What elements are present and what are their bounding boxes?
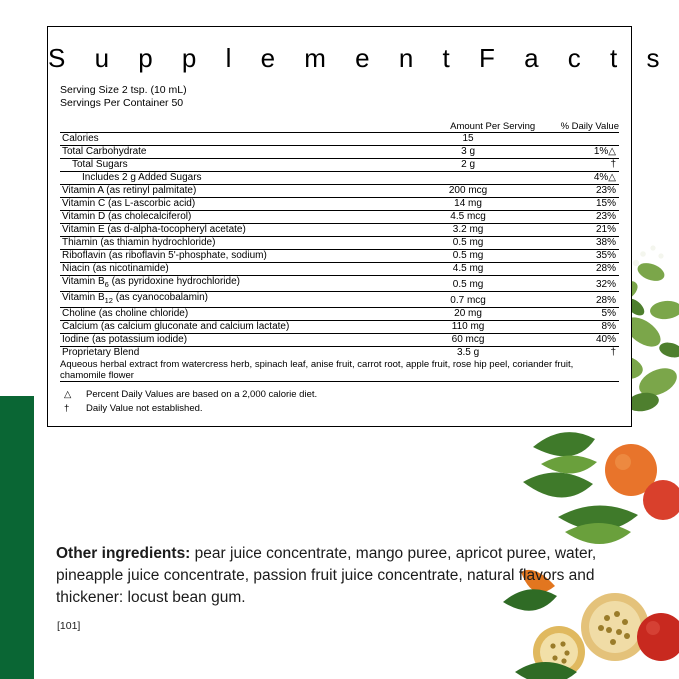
nutrient-dv: 21% [535, 224, 619, 237]
nutrient-dv: 32% [535, 276, 619, 292]
nutrient-dv: † [535, 159, 619, 172]
nutrient-amount: 200 mcg [401, 185, 535, 198]
nutrient-amount: 0.5 mg [401, 276, 535, 292]
footnote-item [60, 402, 619, 416]
nutrient-name: Total Carbohydrate [60, 146, 401, 159]
blend-amount: 3.5 g [456, 347, 480, 358]
other-ingredients-text: pear juice concentrate, mango puree, apricot puree, water, pineapple juice concentrate, passion fruit juice concentrate, natural flavors and thickener: locust bean gum. [56, 545, 597, 606]
nutrient-amount: 110 mg [401, 321, 535, 334]
table-row [60, 276, 619, 292]
nutrient-dv: 5% [535, 308, 619, 321]
supplement-facts-panel [47, 26, 671, 427]
nutrient-name: Choline (as choline chloride) [60, 308, 401, 321]
nutrient-dv [535, 133, 619, 146]
other-ingredients [56, 543, 616, 609]
nutrient-name: Includes 2 g Added Sugars [60, 172, 401, 185]
table-row [60, 321, 619, 334]
nutrient-amount: 3 g [401, 146, 535, 159]
nutrient-name: Total Sugars [60, 159, 401, 172]
footnotes [60, 388, 619, 416]
blend-description: Aqueous herbal extract from watercress herb, spinach leaf, anise fruit, carrot root, apple fruit, rose hip peel, coriander fruit, chamomile flower [60, 359, 619, 382]
nutrient-name: Niacin (as nicotinamide) [60, 263, 401, 276]
nutrient-name: Iodine (as potassium iodide) [60, 334, 401, 347]
nutrient-dv: 40% [535, 334, 619, 347]
nutrient-name: Vitamin $B_6$ (as pyridoxine hydrochloride) [60, 276, 401, 292]
nutrient-amount [401, 172, 535, 185]
nutrient-dv: 8% [535, 321, 619, 334]
nutrient-name: Thiamin (as thiamin hydrochloride) [60, 237, 401, 250]
table-row [60, 185, 619, 198]
footnote-item [60, 388, 619, 402]
blend-dv: † [610, 347, 616, 358]
nutrient-dv: 4%△ [535, 172, 619, 185]
nutrient-dv: 23% [535, 211, 619, 224]
table-row [60, 211, 619, 224]
footnote-symbol: △ [64, 389, 72, 400]
nutrient-amount: 2 g [401, 159, 535, 172]
footnote-text: Percent Daily Values are based on a 2,000 calorie diet. [86, 389, 318, 400]
table-row [60, 250, 619, 263]
nutrient-dv: 35% [535, 250, 619, 263]
header-daily-value: % Daily Value [535, 121, 619, 133]
nutrient-amount: 0.5 mg [401, 250, 535, 263]
serving-size: Serving Size 2 tsp. (10 mL) [60, 84, 187, 96]
nutrient-name: Vitamin A (as retinyl palmitate) [60, 185, 401, 198]
nutrient-name: Calories [60, 133, 401, 146]
nutrition-table-body [60, 133, 619, 382]
nutrient-dv: 28% [535, 263, 619, 276]
nutrient-dv: 23% [535, 185, 619, 198]
nutrient-dv: 15% [535, 198, 619, 211]
other-ingredients-label: Other ingredients: [56, 545, 191, 562]
table-row [60, 198, 619, 211]
nutrient-dv: 1%△ [535, 146, 619, 159]
table-row [60, 159, 619, 172]
table-row [60, 334, 619, 347]
nutrient-amount: 4.5 mcg [401, 211, 535, 224]
blend-name: Proprietary Blend [62, 347, 140, 358]
table-row [60, 172, 619, 185]
table-row [60, 146, 619, 159]
nutrient-name: Vitamin $B_{12}$ (as cyanocobalamin) [60, 292, 401, 308]
nutrient-amount: 14 mg [401, 198, 535, 211]
product-code: [101] [57, 620, 81, 632]
nutrient-name: Vitamin C (as L-ascorbic acid) [60, 198, 401, 211]
nutrient-name: Riboflavin (as riboflavin 5'-phosphate, sodium) [60, 250, 401, 263]
nutrient-name: Vitamin D (as cholecalciferol) [60, 211, 401, 224]
nutrient-name: Vitamin E (as d-alpha-tocopheryl acetate) [60, 224, 401, 237]
footnote-text: Daily Value not established. [86, 403, 203, 414]
proprietary-blend-row [60, 347, 619, 360]
servings-per-container: Servings Per Container 50 [60, 97, 184, 109]
header-blank [60, 121, 401, 133]
nutrient-amount: 0.7 mcg [401, 292, 535, 308]
table-row [60, 308, 619, 321]
panel-title: S u p p l e m e n t F a c t s [48, 43, 671, 73]
proprietary-blend-description-row [60, 359, 619, 382]
nutrient-amount: 4.5 mg [401, 263, 535, 276]
table-row [60, 263, 619, 276]
nutrition-table [60, 121, 619, 382]
header-amount-per-serving: Amount Per Serving [401, 121, 535, 133]
nutrient-dv: 38% [535, 237, 619, 250]
nutrient-amount: 60 mcg [401, 334, 535, 347]
table-header-row [60, 121, 619, 133]
nutrient-amount: 0.5 mg [401, 237, 535, 250]
table-row [60, 237, 619, 250]
nutrient-dv: 28% [535, 292, 619, 308]
nutrient-amount: 15 [401, 133, 535, 146]
nutrient-amount: 20 mg [401, 308, 535, 321]
table-row [60, 292, 619, 308]
table-row [60, 133, 619, 146]
footnote-symbol: † [64, 403, 70, 414]
nutrient-amount: 3.2 mg [401, 224, 535, 237]
table-row [60, 224, 619, 237]
nutrient-name: Calcium (as calcium gluconate and calcium lactate) [60, 321, 401, 334]
